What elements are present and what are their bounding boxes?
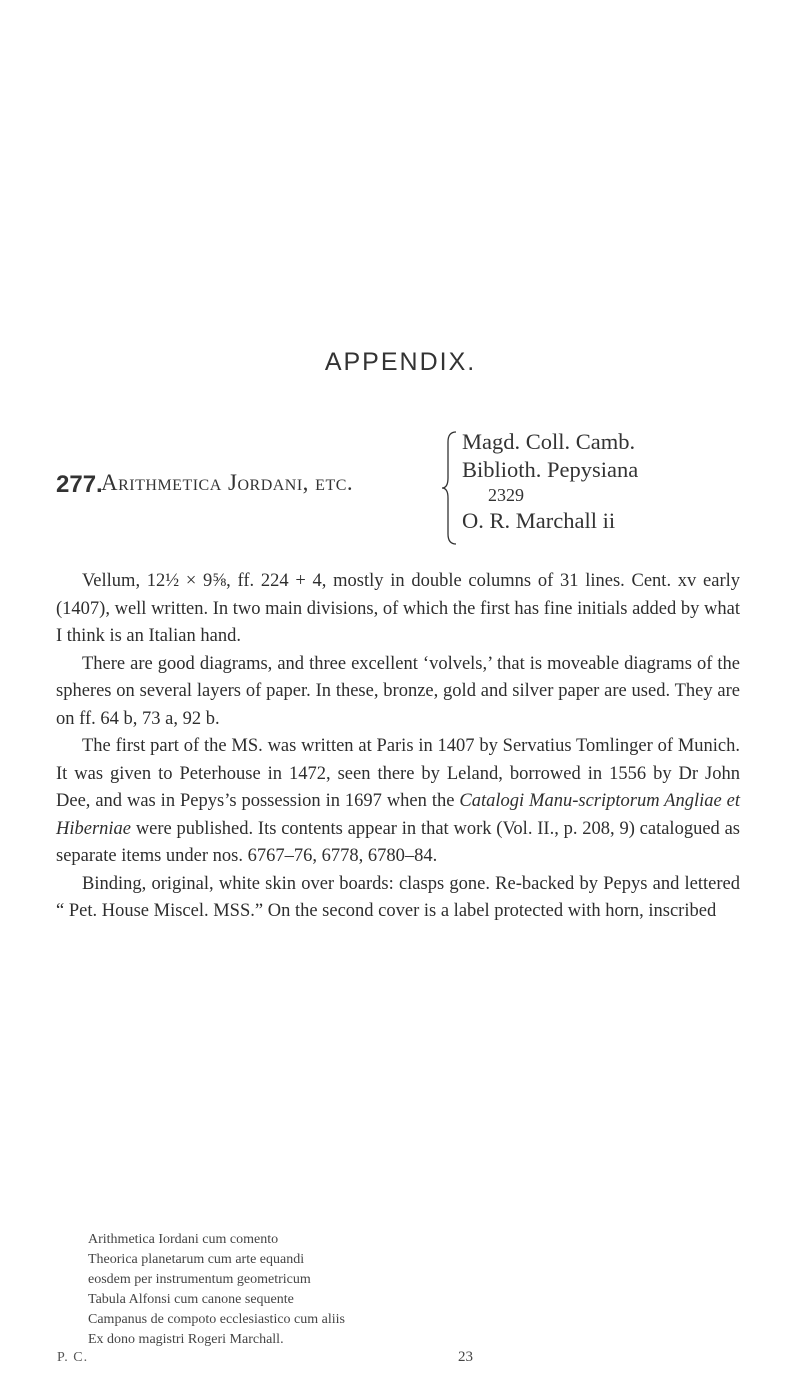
shelfmark-line: Magd. Coll. Camb. <box>462 429 636 454</box>
inscription-line: Theorica planetarum cum arte equandi <box>88 1252 305 1267</box>
page-number: 23 <box>458 1349 473 1365</box>
entry-number: 277. <box>56 471 103 498</box>
paragraph-diagrams: There are good diagrams, and three excellent ‘volvels,’ that is moveable diagrams of the spheres on several layers of paper. In these, bronze, gold and silver paper are used. They are on ff. 64 b, 73 a, 92 b. <box>56 653 740 729</box>
shelfmark-line: O. R. Marchall ii <box>462 508 616 533</box>
paragraph-description: Vellum, 12½ × 9⅝, ff. 224 + 4, mostly in double columns of 31 lines. Cent. xv early (1407), well written. In two main divisions, of which the first has fine initials added by what I think is an Italian hand. <box>56 571 740 646</box>
signature-mark: P. C. <box>57 1350 89 1365</box>
paragraph-provenance <box>56 733 740 871</box>
entry-description <box>56 568 740 926</box>
brace-icon <box>442 428 460 548</box>
page-title: APPENDIX. <box>324 348 477 376</box>
entry-heading <box>56 428 756 548</box>
provenance-text: The first part of the MS. was written at Paris in 1407 by Servatius Tomlinger of Munich. It was given to Peterhouse in 1472, seen there by Leland, borrowed in 1556 by Dr John Dee, and was in Pepys’s possession in 1697 when the <box>56 736 740 811</box>
inscription-line: Ex dono magistri Rogeri Marchall. <box>88 1332 284 1347</box>
shelfmark <box>462 428 638 535</box>
shelfmark-number: 2329 <box>488 485 524 505</box>
paragraph-binding: Binding, original, white skin over boards: clasps gone. Re-backed by Pepys and lettered “ Pet. House Miscel. MSS.” On the second cover is a label protected with horn, inscribed <box>56 873 740 921</box>
inscription-line: Arithmetica Iordani cum comento <box>88 1232 279 1247</box>
shelfmark-line: Biblioth. Pepysiana <box>462 457 639 482</box>
inscription-line: Tabula Alfonsi cum canone sequente <box>88 1292 294 1307</box>
inscription-line: Campanus de compoto ecclesiastico cum aliis <box>88 1312 345 1327</box>
catalogue-title: Catalogi Manu-scriptorum Angliae et Hiberniae <box>56 791 740 839</box>
label-inscription <box>88 1230 345 1350</box>
inscription-line: eosdem per instrumentum geometricum <box>88 1272 311 1287</box>
entry-title: Arithmetica Jordani, etc. <box>101 470 354 495</box>
provenance-text: were published. Its contents appear in that work (Vol. II., p. 208, 9) catalogued as separate items under nos. 6767–76, 6778, 6780–84. <box>56 818 740 866</box>
